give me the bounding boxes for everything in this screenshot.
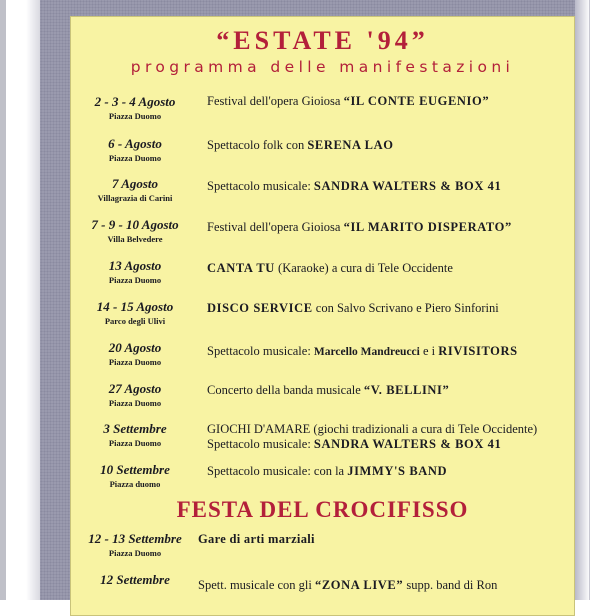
event-description: GIOCHI D'AMARE (giochi tradizionali a cura di Tele Occidente) Spettacolo musicale: SANDRA WALTERS & BOX 41 [207, 422, 538, 451]
event-place: Piazza Duomo [108, 357, 162, 367]
event-description: Spettacolo musicale: SANDRA WALTERS & BOX 41 [207, 179, 502, 193]
event-date: 13 Agosto [108, 258, 162, 273]
event-date: 3 Settembre [103, 421, 167, 436]
event-date: 20 Agosto [108, 340, 162, 355]
event-date: 12 Settembre [100, 572, 170, 587]
event-description: Festival dell'opera Gioiosa “IL CONTE EUGENIO” [207, 94, 490, 108]
event-place: Villagrazia di Carini [97, 193, 173, 203]
left-page-edge [0, 0, 40, 600]
event-date: 6 - Agosto [108, 136, 162, 151]
event-row [70, 258, 575, 298]
section-title: FESTA DEL CROCIFISSO [176, 497, 469, 522]
event-date: 2 - 3 - 4 Agosto [94, 94, 176, 109]
event-row [70, 531, 575, 571]
event-row [70, 176, 575, 216]
event-date: 12 - 13 Settembre [88, 531, 182, 546]
event-row [70, 462, 575, 502]
event-description: Spettacolo folk con SERENA LAO [207, 138, 394, 152]
event-place: Parco degli Ulivi [104, 316, 166, 326]
event-place: Villa Belvedere [107, 234, 163, 244]
event-description: Spettacolo musicale: con la JIMMY'S BAND [207, 464, 448, 478]
poster-subtitle: programma delle manifestazioni [130, 58, 515, 76]
event-description: DISCO SERVICE con Salvo Scrivano e Piero Sinforini [207, 301, 499, 315]
event-description: Spettacolo musicale: Marcello Mandreucci e i RIVISITORS [207, 344, 518, 358]
event-date: 27 Agosto [108, 381, 162, 396]
event-description: Spett. musicale con gli “ZONA LIVE” supp. band di Ron [198, 578, 498, 592]
event-place: Piazza Duomo [108, 275, 162, 285]
event-place: Piazza Duomo [108, 111, 162, 121]
event-row [70, 572, 575, 612]
event-row [70, 136, 575, 176]
event-row [70, 217, 575, 257]
event-description: Gare di arti marziali [198, 532, 315, 546]
event-date: 7 - 9 - 10 Agosto [91, 217, 179, 232]
event-description: CANTA TU (Karaoke) a cura di Tele Occidente [207, 261, 453, 275]
event-row [70, 94, 575, 134]
event-row [70, 381, 575, 421]
event-place: Piazza Duomo [108, 548, 162, 558]
event-place: Piazza Duomo [108, 153, 162, 163]
event-row [70, 340, 575, 380]
event-description: Festival dell'opera Gioiosa “IL MARITO DISPERATO” [207, 220, 512, 234]
event-description: Concerto della banda musicale “V. BELLINI” [207, 383, 450, 397]
event-place: Piazza duomo [109, 479, 161, 489]
event-place: Piazza Duomo [108, 438, 162, 448]
event-row [70, 421, 575, 465]
event-date: 14 - 15 Agosto [96, 299, 174, 314]
poster-title: “ESTATE '94” [216, 26, 429, 55]
event-place: Piazza Duomo [108, 398, 162, 408]
right-page-edge [575, 0, 600, 600]
event-date: 7 Agosto [111, 176, 159, 191]
event-row [70, 299, 575, 339]
event-date: 10 Settembre [100, 462, 170, 477]
